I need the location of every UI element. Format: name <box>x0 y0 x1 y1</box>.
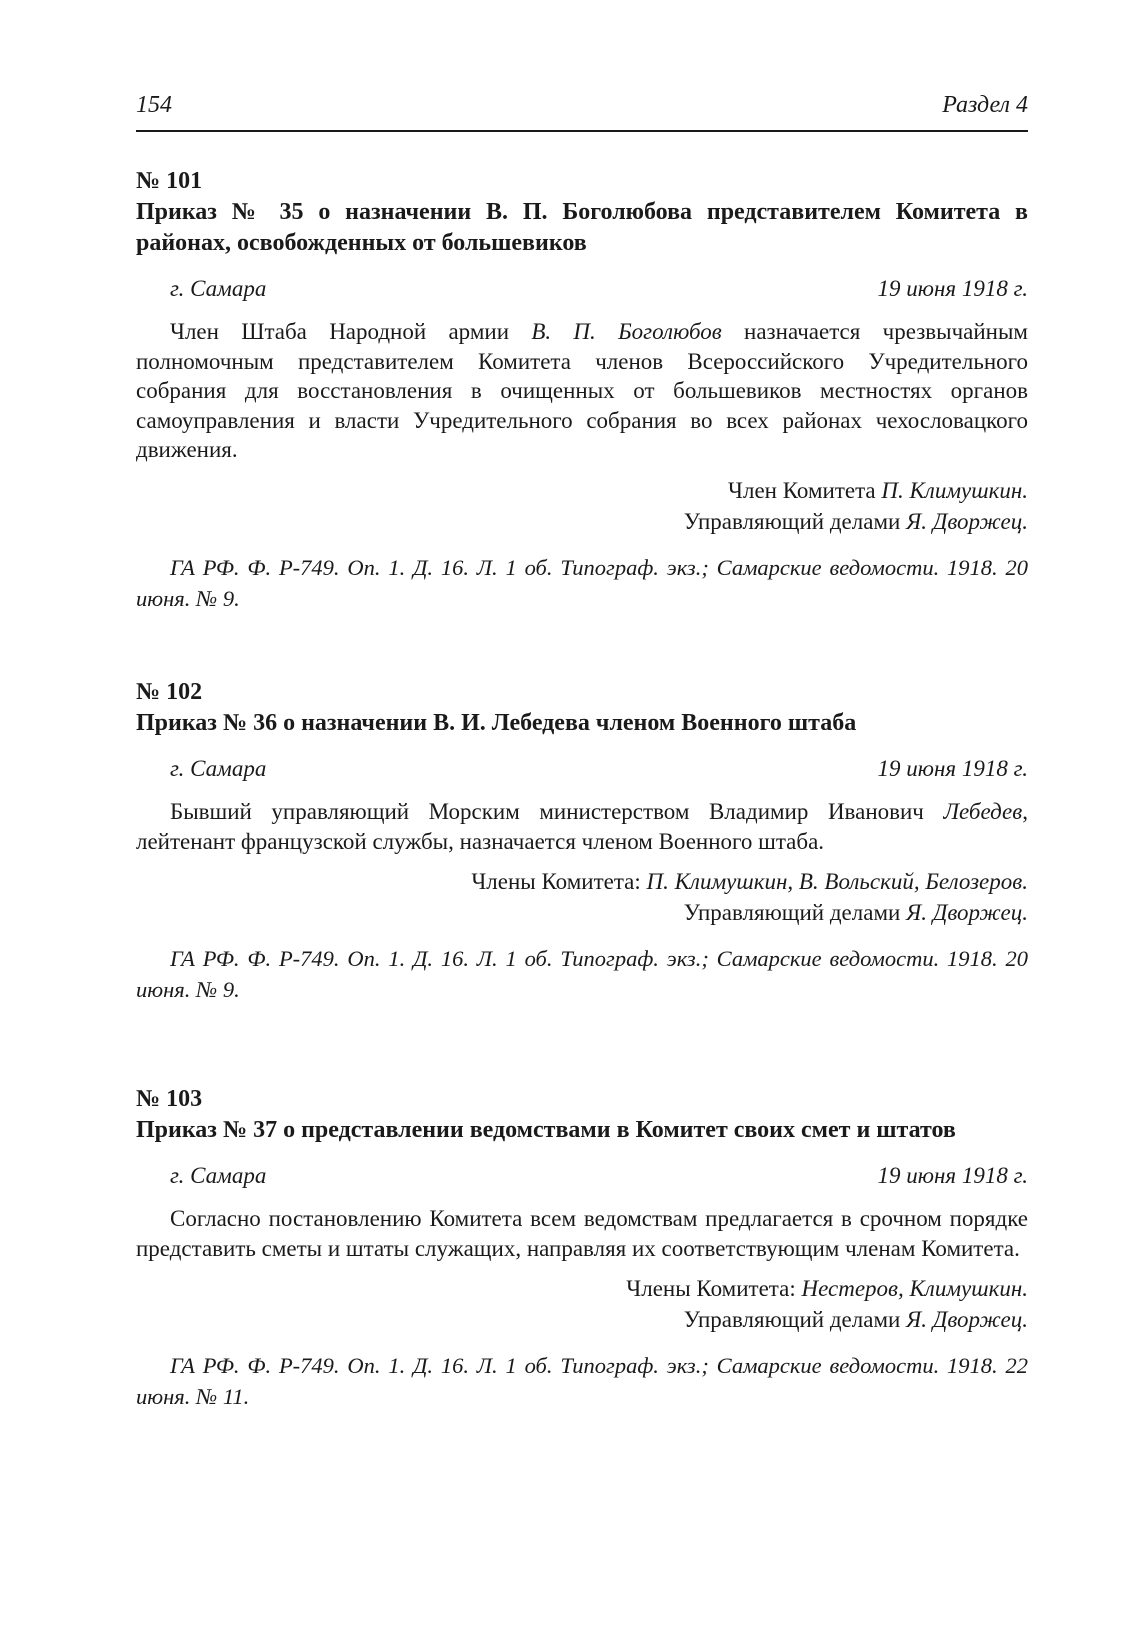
text-run: Член Комитета <box>728 477 882 503</box>
text-run: Согласно постановлению Комитета всем ведомствам предлагается в срочном порядке представить сметы и штаты служащих, направляя их соответствующим членам Комитета. <box>136 1206 1028 1261</box>
place-date-line <box>136 753 1028 784</box>
document-place: г. Самара <box>170 1163 267 1188</box>
text-run: Управляющий делами <box>683 900 907 925</box>
italic-text-run: Я. Дворжец. <box>906 508 1028 534</box>
text-run: Члены Комитета: <box>626 1276 802 1301</box>
document-date: 19 июня 1918 г. <box>877 1163 1028 1188</box>
italic-text-run: Нестеров, Климушкин. <box>801 1276 1028 1301</box>
document-102 <box>136 676 1028 1005</box>
signature-block <box>136 1273 1028 1335</box>
document-place: г. Самара <box>170 276 267 301</box>
document-number: № 101 <box>136 168 203 194</box>
text-run: назначается чрезвычайным полномочным представителем Комитета членов Всероссийского Учредительного собрания для восстановления в очищенных от большевиков местностях органов самоуправления и власти Учредительного собрания во всех районах чехословацкого движения. <box>136 319 1028 462</box>
italic-text-run: Лебедев <box>943 799 1023 824</box>
document-title: Приказ № 36 о назначении В. И. Лебедева членом Военного штаба <box>136 710 857 736</box>
signature-line <box>136 897 1028 928</box>
signature-line <box>136 1304 1028 1335</box>
italic-text-run: Я. Дворжец. <box>906 1307 1028 1332</box>
italic-text-run: П. Климушкин. <box>881 477 1028 503</box>
document-103 <box>136 1083 1028 1412</box>
italic-text-run: П. Климушкин, В. Вольский, Белозеров. <box>646 869 1028 894</box>
document-body <box>136 1204 1028 1263</box>
text-run: Управляющий делами <box>683 508 907 534</box>
document-number: № 102 <box>136 679 203 705</box>
signature-line <box>136 866 1028 897</box>
signature-line <box>136 475 1028 506</box>
text-run: , лейтенант французской службы, назначается членом Военного штаба. <box>136 799 1028 854</box>
document-body <box>136 797 1028 856</box>
document-title: Приказ № 37 о представлении ведомствами в Комитет своих смет и штатов <box>136 1117 956 1143</box>
signature-block <box>136 866 1028 928</box>
signature-line <box>136 1273 1028 1304</box>
signature-block <box>136 475 1028 537</box>
page-number: 154 <box>136 92 172 118</box>
text-run: Члены Комитета: <box>471 869 647 894</box>
archival-source: ГА РФ. Ф. Р-749. Оп. 1. Д. 16. Л. 1 об. Типограф. экз.; Самарские ведомости. 1918. 20 июня. № 9. <box>136 554 1028 611</box>
document-number: № 103 <box>136 1086 203 1112</box>
document-date: 19 июня 1918 г. <box>877 756 1028 781</box>
document-body <box>136 317 1028 465</box>
italic-text-run: Я. Дворжец. <box>906 900 1028 925</box>
document-title: Приказ № 35 о назначении В. П. Боголюбова представителем Комитета в районах, освобожденных от большевиков <box>136 199 1028 256</box>
header-rule <box>136 130 1028 132</box>
text-run: Бывший управляющий Морским министерством Владимир Иванович <box>170 799 944 824</box>
text-run: Управляющий делами <box>683 1307 907 1332</box>
text-run: Член Штаба Народной армии <box>170 319 532 344</box>
document-date: 19 июня 1918 г. <box>877 276 1028 301</box>
document-place: г. Самара <box>170 756 267 781</box>
place-date-line <box>136 273 1028 304</box>
archival-source: ГА РФ. Ф. Р-749. Оп. 1. Д. 16. Л. 1 об. Типограф. экз.; Самарские ведомости. 1918. 22 июня. № 11. <box>136 1353 1028 1409</box>
italic-text-run: В. П. Боголюбов <box>531 319 722 344</box>
signature-line <box>136 506 1028 537</box>
place-date-line <box>136 1160 1028 1191</box>
archival-source: ГА РФ. Ф. Р-749. Оп. 1. Д. 16. Л. 1 об. Типограф. экз.; Самарские ведомости. 1918. 20 июня. № 9. <box>136 946 1028 1002</box>
document-101 <box>136 165 1028 614</box>
section-title: Раздел 4 <box>942 92 1028 118</box>
